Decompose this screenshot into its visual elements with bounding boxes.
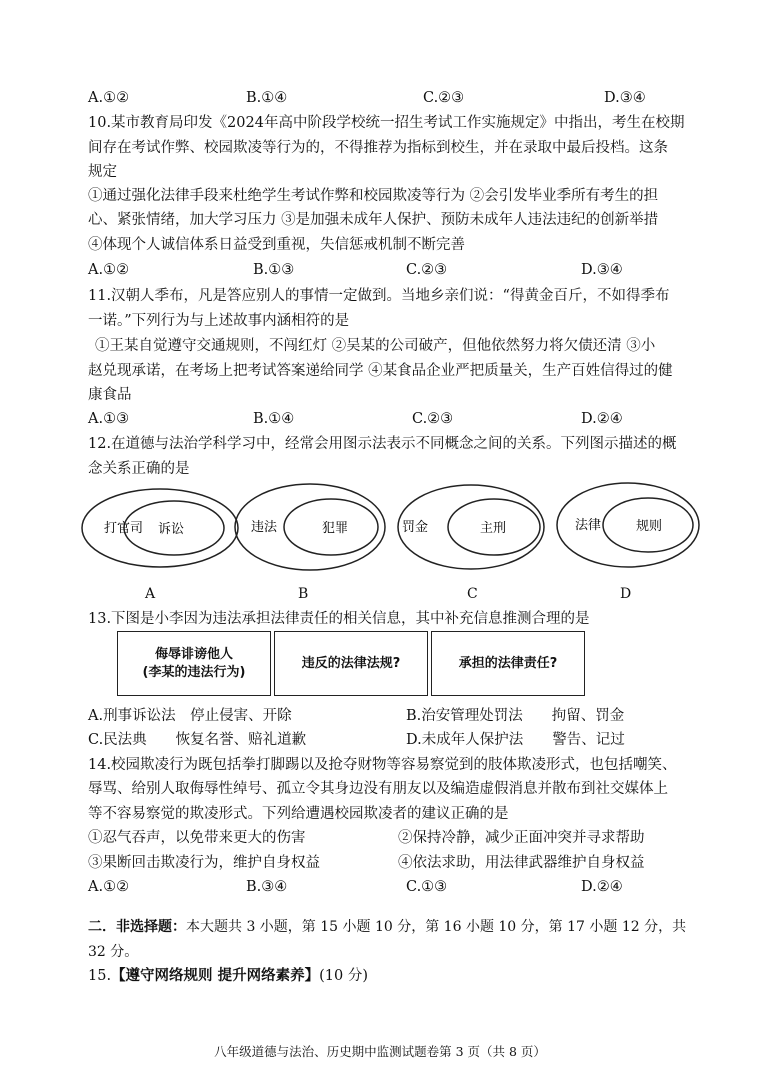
q14-line: 等不容易察觉的欺凌形式。下列给遭遇校园欺凌者的建议正确的是 — [88, 806, 509, 822]
diagram-d-outer-label: 法律 — [575, 518, 602, 533]
q14-line: 辱骂、给别人取侮辱性绰号、孤立令其身边没有朋友以及编造虚假消息并散布到社交媒体上 — [88, 781, 668, 797]
q15-number: 15. — [88, 968, 112, 984]
q11-option-d: D.②④ — [581, 411, 623, 427]
diagram-c-inner-label: 主刑 — [480, 521, 507, 536]
q14-line: 14.校园欺凌行为既包括拳打脚踢以及抢夺财物等容易察觉到的肢体欺凌形式，也包括嘲笑、 — [88, 757, 677, 773]
q9-option-d: D.③④ — [604, 90, 646, 106]
q14-choice-2: ②保持冷静，减少正面冲突并寻求帮助 — [398, 830, 645, 846]
q9-option-b: B.①④ — [246, 90, 288, 106]
q15-title: 【遵守网络规则 提升网络素养】 — [111, 967, 320, 984]
q9-option-c: C.②③ — [423, 90, 465, 106]
section2-heading: 二．非选择题： — [88, 919, 186, 935]
q14-choice-3: ③果断回击欺凌行为，维护自身权益 — [88, 855, 320, 871]
q14-option-c: C.①③ — [406, 879, 448, 895]
q13-box-liability — [431, 631, 585, 696]
q13-box-violation-line: (李某的违法行为) — [142, 664, 246, 680]
q10-line: ④体现个人诚信体系日益受到重视，失信惩戒机制不断完善 — [88, 237, 465, 253]
q14-option-b: B.③④ — [246, 879, 288, 895]
q10-line: 10.某市教育局印发《2024年高中阶段学校统一招生考试工作实施规定》中指出，考生在校期 — [88, 115, 685, 131]
q13-box-liability-text: 承担的法律责任? — [458, 655, 558, 671]
diagram-c-letter: C — [467, 586, 478, 602]
q10-option-d: D.③④ — [581, 262, 623, 278]
q10-option-b: B.①③ — [253, 262, 295, 278]
diagram-a — [82, 489, 238, 567]
q13-box-violation-line: 侮辱诽谤他人 — [154, 646, 233, 662]
diagram-a-outer-label: 打官司 — [104, 521, 144, 536]
q14-choice-1: ①忍气吞声，以免带来更大的伤害 — [88, 830, 306, 846]
q11-line: ①王某自觉遵守交通规则，不闯红灯 ②吴某的公司破产，但他依然努力将欠债还清 ③小 — [95, 338, 656, 354]
q14-choice-4: ④依法求助，用法律武器维护自身权益 — [398, 855, 645, 871]
diagram-d-inner-label: 规则 — [636, 519, 663, 534]
diagram-d-letter: D — [620, 586, 632, 602]
diagram-d — [557, 483, 699, 567]
q11-option-c: C.②③ — [412, 411, 454, 427]
q13-option-a: A.刑事诉讼法 停止侵害、开除 — [88, 708, 292, 724]
section2-line2: 32 分。 — [88, 944, 139, 960]
q10-line: 心、紧张情绪，加大学习压力 ③是加强未成年人保护、预防未成年人违法违纪的创新举措 — [88, 212, 659, 228]
page-footer: 八年级道德与法治、历史期中监测试题卷第 3 页（共 8 页） — [214, 1044, 546, 1059]
q10-line: ①通过强化法律手段来杜绝学生考试作弊和校园欺凌等行为 ②会引发毕业季所有考生的担 — [88, 188, 659, 204]
section2-text: 本大题共 3 小题，第 15 小题 10 分，第 16 小题 10 分，第 17 小题 12 分，共 — [186, 919, 687, 935]
q13-box-law — [274, 631, 428, 696]
q13-option-b: B.治安管理处罚法 拘留、罚金 — [406, 708, 625, 724]
diagram-b-inner-label: 犯罪 — [322, 521, 349, 536]
diagram-a-inner-label: 诉讼 — [158, 522, 185, 537]
q12-line: 12.在道德与法治学科学习中，经常会用图示法表示不同概念之间的关系。下列图示描述的概 — [88, 436, 677, 452]
q13-option-c: C.民法典 恢复名誉、赔礼道歉 — [88, 732, 307, 748]
diagram-a-letter: A — [145, 586, 156, 602]
q13-stem: 13.下图是小李因为违法承担法律责任的相关信息，其中补充信息推测合理的是 — [88, 611, 590, 627]
q10-line: 规定 — [88, 164, 117, 180]
q11-line: 赵兑现承诺，在考场上把考试答案递给同学 ④某食品企业严把质量关，生产百姓信得过的健 — [88, 363, 673, 379]
diagram-b-outer-label: 违法 — [251, 520, 278, 535]
q11-line: 一诺。”下列行为与上述故事内涵相符的是 — [88, 313, 350, 329]
q12-line: 念关系正确的是 — [88, 461, 190, 477]
q10-option-c: C.②③ — [406, 262, 448, 278]
q11-line: 康食品 — [88, 387, 132, 403]
q13-box-law-text: 违反的法律法规? — [301, 655, 401, 671]
q14-option-a: A.①② — [88, 879, 130, 895]
q14-option-d: D.②④ — [581, 879, 623, 895]
q13-box-violation — [117, 631, 271, 696]
diagram-b-letter: B — [298, 586, 309, 602]
diagram-c — [398, 485, 544, 569]
q10-option-a: A.①② — [88, 262, 130, 278]
q9-option-a: A.①② — [88, 90, 130, 106]
q15-heading — [88, 966, 368, 986]
diagram-b — [235, 484, 385, 570]
q11-option-b: B.①④ — [253, 411, 295, 427]
q10-line: 间存在考试作弊、校园欺凌等行为的，不得推荐为指标到校生，并在录取中最后投档。这条 — [88, 140, 668, 156]
q11-line: 11.汉朝人季布，凡是答应别人的事情一定做到。当地乡亲们说：“得黄金百斤，不如得季布 — [88, 288, 670, 304]
section2-line1 — [88, 917, 686, 937]
q11-option-a: A.①③ — [88, 411, 130, 427]
diagram-c-outer-label: 罚金 — [402, 520, 429, 535]
q13-option-d: D.未成年人保护法 警告、记过 — [406, 732, 625, 748]
q15-score: (10 分) — [319, 968, 368, 984]
